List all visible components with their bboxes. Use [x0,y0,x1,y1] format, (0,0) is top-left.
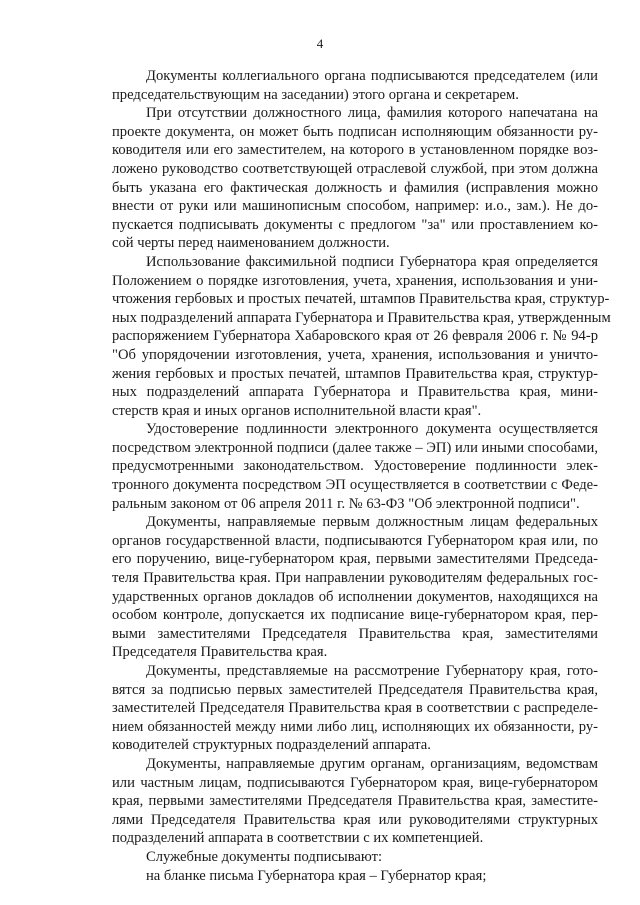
text-line: ударственных органов докладов об исполнении документов, находящихся на [112,588,598,605]
paragraph [112,848,598,867]
text-line: тронного документа посредством ЭП осуществляется в соответствии с Феде- [112,477,598,494]
text-line: его поручению, вице-губернатором края, первыми заместителями Председа- [112,551,598,568]
text-line: Документы, направляемые другим органам, организациям, ведомствам [146,755,598,772]
text-line: Удостоверение подлинности электронного документа осуществляется [146,421,598,438]
paragraph [112,67,598,104]
text-line: пускается подписывать документы с предлогом "за" или проставлением ко- [112,216,598,233]
text-line: теля Правительства края. При направлении руководителям федеральных гос- [112,570,598,587]
text-line: ководителей структурных подразделений аппарата. [112,737,431,754]
text-line: Документы, направляемые первым должностным лицам федеральных [146,514,598,531]
paragraph [112,513,598,662]
text-line: председательствующим на заседании) этого органа и секретарем. [112,86,519,103]
text-line: или частным лицам, подписываются Губернатором края, вице-губернатором [112,774,598,791]
text-line: чтожения гербовых и простых печатей, штампов Правительства края, структур- [112,291,610,308]
text-line: стерств края и иных органов исполнительной власти края". [112,402,482,419]
paragraph [112,662,598,755]
text-line: нием обязанностей между ними либо лиц, исполняющих их обязанности, ру- [112,718,598,735]
text-line: внести от руки или машинописным способом, например: и.о., зам.). Не до- [112,198,598,215]
paragraph [112,104,598,253]
text-line: жения гербовых и простых печатей, штампов Правительства края, структур- [112,365,598,382]
text-line: на бланке письма Губернатора края – Губернатор края; [146,867,487,884]
text-line: Использование факсимильной подписи Губернатора края определяется [146,253,598,270]
text-line: особом контроле, допускается их подписание вице-губернатором края, пер- [112,607,598,624]
text-line: распоряжением Губернатора Хабаровского края от 26 февраля 2006 г. № 94-р [112,328,598,345]
paragraph [112,867,598,886]
text-line: посредством электронной подписи (далее также – ЭП) или иными способами, [112,439,598,456]
text-line: Документы коллегиального органа подписываются председателем (или [146,68,598,84]
paragraph [112,420,598,513]
text-line: быть указана его фактическая должность и фамилия (исправления можно [112,179,598,196]
text-line: выми заместителями Председателя Правительства края, заместителями [112,625,598,642]
text-line: проекте документа, он может быть подписан исполняющим обязанности ру- [112,123,598,140]
text-line: края, первыми заместителями Председателя Правительства края, заместите- [112,793,598,810]
text-line: ководителя или его заместителем, на которого в установленном порядке воз- [112,142,598,159]
text-line: предусмотренными законодательством. Удостоверение подлинности элек- [112,458,598,475]
text-line: лями Председателя Правительства края или руководителями структурных [112,811,598,828]
paragraph [112,253,611,420]
text-line: сой черты перед наименованием должности. [112,235,390,252]
text-line: ных подразделений аппарата Губернатора и Правительства края, мини- [112,384,598,401]
text-line: Служебные документы подписывают: [146,848,383,865]
paragraph [112,755,598,848]
text-line: Документы, представляемые на рассмотрение Губернатору края, гото- [146,663,598,679]
text-line: "Об упорядочении изготовления, учета, хранения, использования и уничто- [112,346,598,363]
text-line: ральным законом от 06 апреля 2011 г. № 63-ФЗ "Об электронной подписи". [112,495,580,512]
text-line: ложено руководство соответствующей отраслевой службой, при этом должна [112,160,598,177]
text-line: При отсутствии должностного лица, фамилия которого напечатана на [146,105,598,122]
text-line: вятся за подписью первых заместителей Председателя Правительства края, [112,681,598,698]
page-number: 4 [316,36,324,51]
text-line: Положением о порядке изготовления, учета, хранения, использования и уни- [112,272,598,289]
text-line: подразделений аппарата в соответствии с их компетенцией. [112,830,484,847]
text-line: органов государственной власти, подписываются Губернатором края или, по [112,532,598,549]
text-line: Председателя Правительства края. [112,644,328,661]
text-line: ных подразделений аппарата Губернатора и Правительства края, утвержденным [112,309,611,326]
document-body [112,67,611,885]
text-line: заместителей Председателя Правительства края в соответствии с распределе- [112,700,598,717]
